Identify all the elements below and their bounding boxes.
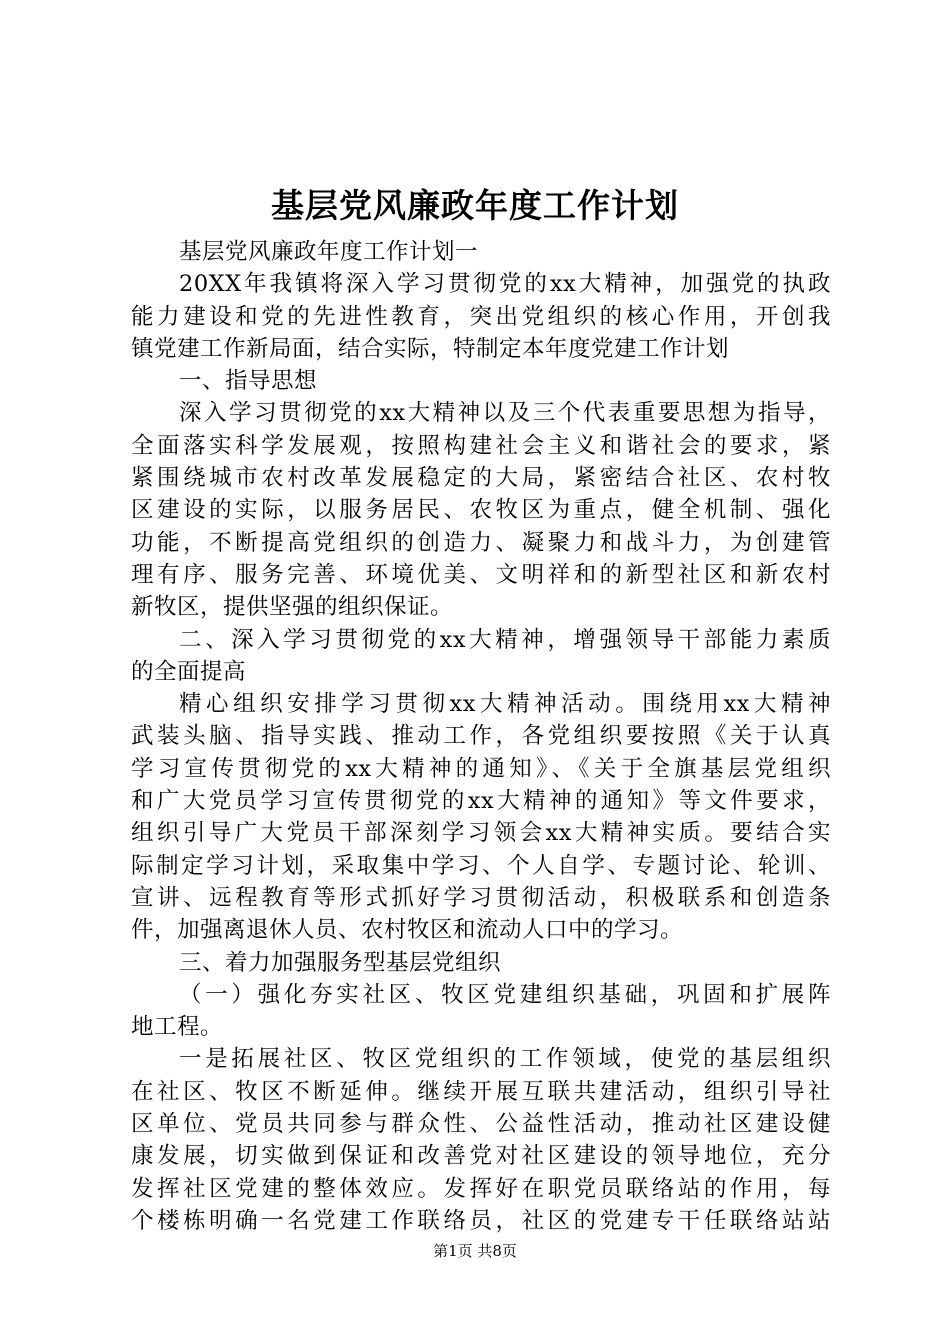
- paragraph-line: 20XX年我镇将深入学习贯彻党的xx大精神，加强党的执政: [179, 271, 831, 298]
- paragraph-line: 精心组织安排学习贯彻xx大精神活动。围绕用xx大精神: [179, 691, 831, 718]
- paragraph-line: 功能，不断提高党组织的创造力、凝聚力和战斗力，为创建管: [131, 529, 831, 556]
- paragraph-line: 武装头脑、指导实践、推动工作，各党组织要按照《关于认真: [131, 723, 831, 750]
- document-title: 基层党风廉政年度工作计划: [271, 186, 679, 225]
- paragraph-line: 和广大党员学习宣传贯彻党的xx大精神的通知》等文件要求，: [131, 788, 831, 815]
- paragraph-line: 际制定学习计划，采取集中学习、个人自学、专题讨论、轮训、: [131, 852, 831, 879]
- subsection-heading: 地工程。: [131, 1014, 224, 1041]
- document-body: [131, 236, 831, 1237]
- section-heading: 一、指导思想: [179, 368, 318, 395]
- subtitle-line: 基层党风廉政年度工作计划一: [179, 239, 479, 265]
- paragraph-line: 康发展，切实做到保证和改善党对社区建设的领导地位，充分: [131, 1143, 831, 1170]
- paragraph-line: 新牧区，提供坚强的组织保证。: [131, 594, 454, 621]
- paragraph-line: 一是拓展社区、牧区党组织的工作领域，使党的基层组织: [179, 1046, 831, 1073]
- section-heading: 二、深入学习贯彻党的xx大精神，增强领导干部能力素质: [179, 626, 831, 653]
- paragraph-line: 镇党建工作新局面，结合实际，特制定本年度党建工作计划: [131, 335, 730, 362]
- paragraph-line: 宣讲、远程教育等形式抓好学习贯彻活动，积极联系和创造条: [131, 884, 831, 911]
- paragraph-line: 理有序、服务完善、环境优美、文明祥和的新型社区和新农村: [131, 561, 831, 588]
- page-number-footer: 第1页 共8页: [433, 1242, 517, 1260]
- paragraph-line: 学习宣传贯彻党的xx大精神的通知》、《关于全旗基层党组织: [131, 755, 831, 782]
- paragraph-line: 区单位、党员共同参与群众性、公益性活动，推动社区建设健: [131, 1111, 831, 1138]
- subsection-heading: （一）强化夯实社区、牧区党建组织基础，巩固和扩展阵: [179, 981, 831, 1008]
- section-heading: 的全面提高: [131, 658, 247, 685]
- paragraph-line: 全面落实科学发展观，按照构建社会主义和谐社会的要求，紧: [131, 432, 831, 459]
- paragraph-line: 紧围绕城市农村改革发展稳定的大局，紧密结合社区、农村牧: [131, 465, 831, 492]
- paragraph-line: 件，加强离退休人员、农村牧区和流动人口中的学习。: [131, 917, 684, 944]
- paragraph-line: 区建设的实际，以服务居民、农牧区为重点，健全机制、强化: [131, 497, 831, 524]
- paragraph-line: 个楼栋明确一名党建工作联络员，社区的党建专干任联络站站: [131, 1207, 831, 1234]
- paragraph-line: 在社区、牧区不断延伸。继续开展互联共建活动，组织引导社: [131, 1078, 831, 1105]
- paragraph-line: 发挥社区党建的整体效应。发挥好在职党员联络站的作用，每: [131, 1175, 831, 1202]
- section-heading: 三、着力加强服务型基层党组织: [179, 949, 502, 976]
- paragraph-line: 组织引导广大党员干部深刻学习领会xx大精神实质。要结合实: [131, 820, 831, 847]
- paragraph-line: 深入学习贯彻党的xx大精神以及三个代表重要思想为指导，: [179, 400, 831, 427]
- paragraph-line: 能力建设和党的先进性教育，突出党组织的核心作用，开创我: [131, 303, 831, 330]
